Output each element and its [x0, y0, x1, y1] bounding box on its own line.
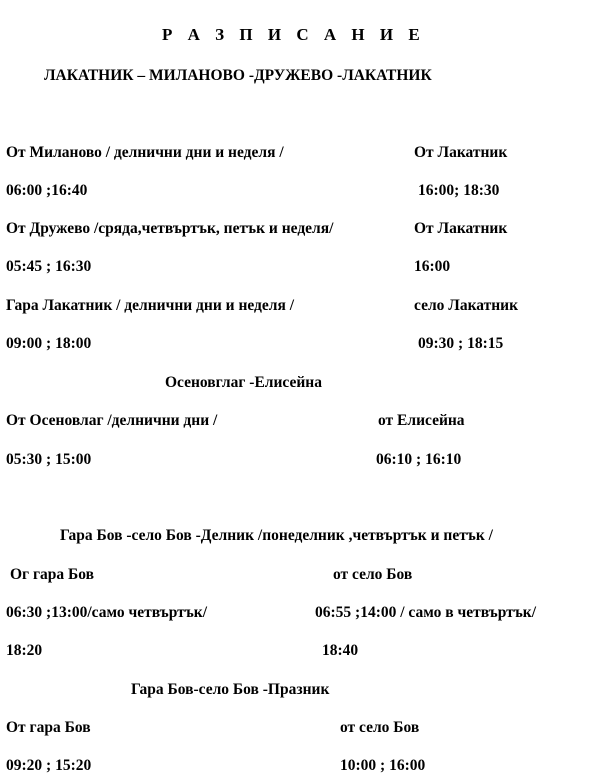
holiday-gara-bov-times: 09:20 ; 15:20 — [6, 757, 92, 774]
holiday-selo-bov-label: от село Бов — [340, 719, 420, 736]
bov-weekday-heading: Гара Бов -село Бов -Делник /понеделник ,четвъртък и петък / — [60, 527, 493, 544]
selo-bov-times-2: 18:40 — [322, 642, 359, 659]
gara-lakatnik-label: Гара Лакатник / делнични дни и неделя / — [6, 297, 295, 314]
druzhevo-label: От Дружево /сряда,четвъртък, петък и неделя/ — [6, 220, 334, 237]
osenovlag-heading: Осеновглаг -Елисейна — [165, 374, 322, 391]
holiday-selo-bov-times: 10:00 ; 16:00 — [340, 757, 426, 774]
selo-lakatnik-times: 09:30 ; 18:15 — [418, 335, 504, 352]
osenovlag-times: 05:30 ; 15:00 — [6, 451, 92, 468]
osenovlag-label: От Осеновлаг /делнични дни / — [6, 412, 218, 429]
milanovo-label: От Миланово / делнични дни и неделя / — [6, 144, 284, 161]
page-title: Р А З П И С А Н И Е — [162, 25, 426, 44]
eliseyna-times: 06:10 ; 16:10 — [376, 451, 462, 468]
lakatnik-times-2: 16:00 — [414, 258, 451, 275]
selo-lakatnik-label: село Лакатник — [414, 297, 519, 314]
gara-lakatnik-times: 09:00 ; 18:00 — [6, 335, 92, 352]
holiday-gara-bov-label: От гара Бов — [6, 719, 91, 736]
selo-bov-times-1: 06:55 ;14:00 / само в четвъртък/ — [315, 604, 537, 621]
selo-bov-label: от село Бов — [333, 566, 413, 583]
milanovo-times: 06:00 ;16:40 — [6, 182, 88, 199]
gara-bov-label: Ог гара Бов — [10, 566, 94, 583]
gara-bov-times-2: 18:20 — [6, 642, 43, 659]
gara-bov-times-1: 06:30 ;13:00/само четвъртък/ — [6, 604, 208, 621]
druzhevo-times: 05:45 ; 16:30 — [6, 258, 92, 275]
lakatnik-times-1: 16:00; 18:30 — [418, 182, 500, 199]
route-subtitle: ЛАКАТНИК – МИЛАНОВО -ДРУЖЕВО -ЛАКАТНИК — [44, 67, 432, 84]
bov-holiday-heading: Гара Бов-село Бов -Празник — [131, 681, 330, 698]
lakatnik-label-2: От Лакатник — [414, 220, 508, 237]
lakatnik-label-1: От Лакатник — [414, 144, 508, 161]
eliseyna-label: от Елисейна — [378, 412, 465, 429]
